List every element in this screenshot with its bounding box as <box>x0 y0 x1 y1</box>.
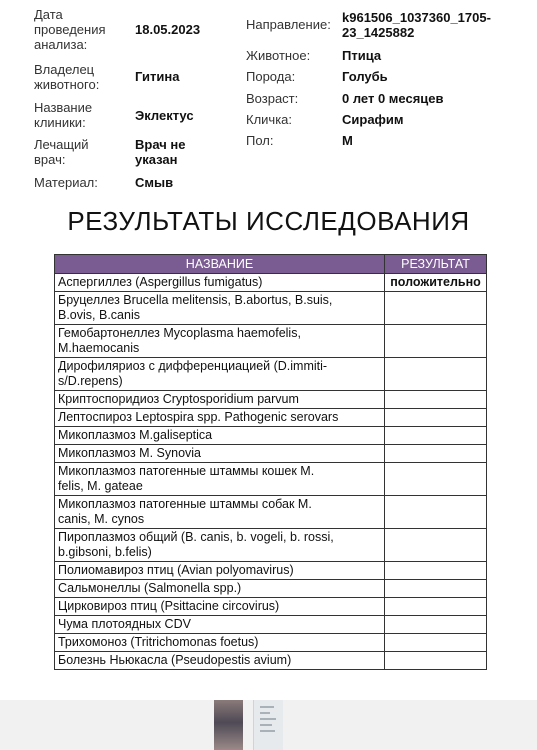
document-thumbnail[interactable] <box>253 700 283 750</box>
table-row <box>55 274 487 292</box>
test-name-cell: Пироплазмоз общий (B. canis, b. vogeli, b. rossi, b.gibsoni, b.felis) <box>55 529 385 562</box>
sex-label: Пол: <box>246 133 274 148</box>
breed-value: Голубь <box>342 69 388 84</box>
test-name-cell: Болезнь Ньюкасла (Pseudopestis avium) <box>55 652 385 670</box>
table-row <box>55 616 487 634</box>
material-value: Смыв <box>135 175 174 190</box>
column-header-name: НАЗВАНИЕ <box>55 255 385 274</box>
test-result-cell <box>385 634 487 652</box>
test-result-cell <box>385 358 487 391</box>
test-result-cell <box>385 427 487 445</box>
table-row <box>55 580 487 598</box>
test-result-cell <box>385 325 487 358</box>
date-label: Дата проведения анализа: <box>34 7 106 52</box>
test-result-cell <box>385 463 487 496</box>
test-result-cell <box>385 292 487 325</box>
test-result-cell <box>385 496 487 529</box>
table-header-row <box>55 255 487 274</box>
clinic-value: Эклектус <box>135 108 194 123</box>
test-result-cell <box>385 562 487 580</box>
test-name-cell: Лептоспироз Leptospira spp. Pathogenic serovars <box>55 409 385 427</box>
breed-label: Порода: <box>246 69 296 84</box>
test-name-cell: Микоплазмоз M. Synovia <box>55 445 385 463</box>
table-row <box>55 391 487 409</box>
doctor-value: Врач не указан <box>135 137 186 167</box>
test-result-cell <box>385 391 487 409</box>
doctor-label: Лечащий врач: <box>34 137 89 167</box>
test-name-cell: Микоплазмоз патогенные штаммы кошек M. felis, M. gateae <box>55 463 385 496</box>
thumbnail-strip <box>0 700 537 750</box>
test-name-cell: Чума плотоядных CDV <box>55 616 385 634</box>
table-row <box>55 409 487 427</box>
date-value: 18.05.2023 <box>135 22 201 37</box>
test-name-cell: Сальмонеллы (Salmonella spp.) <box>55 580 385 598</box>
table-row <box>55 358 487 391</box>
test-name-cell: Аспергиллез (Aspergillus fumigatus) <box>55 274 385 292</box>
table-row <box>55 325 487 358</box>
direction-value: k961506_1037360_1705- 23_1425882 <box>342 10 491 40</box>
sex-value: М <box>342 133 353 148</box>
table-row <box>55 634 487 652</box>
animal-label: Животное: <box>246 48 311 63</box>
test-name-cell: Трихомоноз (Tritrichomonas foetus) <box>55 634 385 652</box>
test-result-cell <box>385 580 487 598</box>
test-name-cell: Микоплазмоз патогенные штаммы собак M. canis, M. cynos <box>55 496 385 529</box>
animal-value: Птица <box>342 48 382 63</box>
direction-label: Направление: <box>246 17 331 32</box>
table-row <box>55 427 487 445</box>
table-row <box>55 562 487 580</box>
photo-thumbnail[interactable] <box>214 700 243 750</box>
owner-value: Гитина <box>135 69 180 84</box>
test-name-cell: Цирковироз птиц (Psittacine circovirus) <box>55 598 385 616</box>
test-result-cell <box>385 409 487 427</box>
test-name-cell: Полиомавироз птиц (Avian polyomavirus) <box>55 562 385 580</box>
table-row <box>55 445 487 463</box>
test-result-cell: положительно <box>385 274 487 292</box>
table-row <box>55 292 487 325</box>
owner-label: Владелец животного: <box>34 62 100 92</box>
test-result-cell <box>385 616 487 634</box>
results-table <box>54 254 487 670</box>
table-row <box>55 652 487 670</box>
nickname-value: Сирафим <box>342 112 404 127</box>
age-value: 0 лет 0 месяцев <box>342 91 444 106</box>
test-name-cell: Микоплазмоз M.galiseptica <box>55 427 385 445</box>
table-row <box>55 463 487 496</box>
test-result-cell <box>385 652 487 670</box>
age-label: Возраст: <box>246 91 299 106</box>
results-title: РЕЗУЛЬТАТЫ ИССЛЕДОВАНИЯ <box>67 206 470 236</box>
column-header-result: РЕЗУЛЬТАТ <box>385 255 487 274</box>
test-name-cell: Бруцеллез Brucella melitensis, B.abortus, B.suis, B.ovis, B.canis <box>55 292 385 325</box>
test-result-cell <box>385 445 487 463</box>
table-row <box>55 598 487 616</box>
test-result-cell <box>385 529 487 562</box>
material-label: Материал: <box>34 175 98 190</box>
test-result-cell <box>385 598 487 616</box>
test-name-cell: Дирофиляриоз с дифференциацией (D.immiti- s/D.repens) <box>55 358 385 391</box>
test-name-cell: Криптоспоридиоз Cryptosporidium parvum <box>55 391 385 409</box>
table-row <box>55 496 487 529</box>
clinic-label: Название клиники: <box>34 100 93 130</box>
test-name-cell: Гемобартонеллез Mycoplasma haemofelis, M.haemocanis <box>55 325 385 358</box>
table-row <box>55 529 487 562</box>
nickname-label: Кличка: <box>246 112 293 127</box>
